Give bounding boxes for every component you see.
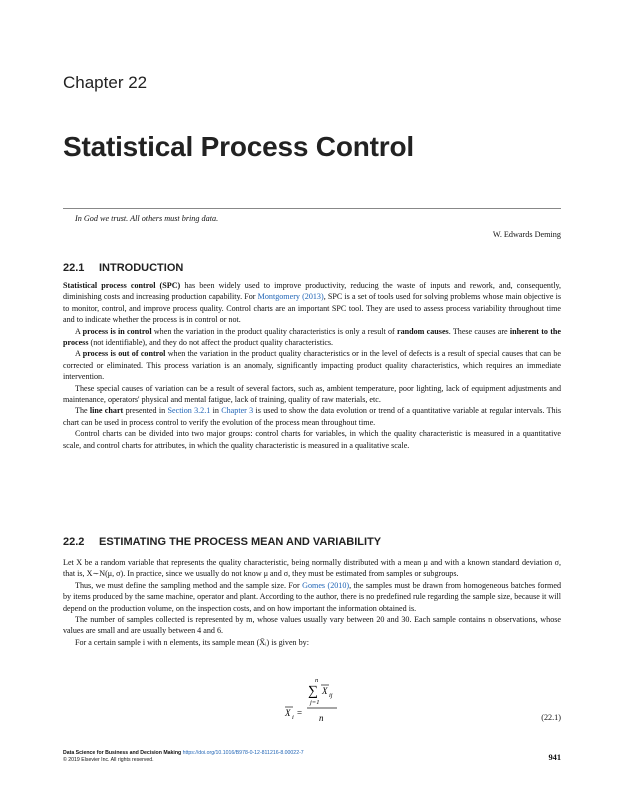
equation-22-1 — [63, 676, 561, 732]
paragraph: Thus, we must define the sampling method and the sample size. For Gomes (2010), the samples must be drawn from homogeneous batches formed by items produced by the same machine, operator and plant. According to the author, there is no predefined rule regarding the sample size, because it will depend on the production volume, on the inspection costs, and on how important the information obtained is. — [63, 580, 561, 613]
paragraph: A process is in control when the variation in the product quality characteristics is only a result of random causes. These causes are inherent to the process (not identifiable), and they do not affect the product quality characteristics. — [63, 326, 561, 348]
paragraph: Control charts can be divided into two major groups: control charts for variables, in which the quality characteristic is measured in a quantitative scale, and control charts for attributes, in which the quality characteristic is measured in a qualitative scale. — [63, 429, 561, 450]
paragraph: A process is out of control when the variation in the product quality characteristics or in the level of defects is a result of special causes that can be corrected or eliminated. This process variation is an anomaly, significantly impacting product quality characteristics, which requires an immediate intervention. — [63, 349, 562, 382]
copyright: © 2019 Elsevier Inc. All rights reserved. — [63, 757, 154, 763]
summation-icon: ∑ — [308, 684, 318, 699]
paragraph: These special causes of variation can be a result of several factors, such as, ambient temperature, poor lighting, lack of equipment adjustments and maintenance, operators' physical and mental fatigue, lack of training, quality of raw materials, etc. — [63, 383, 561, 405]
doi-link[interactable]: https://doi.org/10.1016/B978-0-12-811216-8.00022-7 — [182, 750, 304, 756]
sum-upper-limit: n — [315, 677, 319, 684]
paragraph: The number of samples collected is represented by m, whose values usually vary between 20 and 30. Each sample contains n observations, whose values are small and are usually between 4 and 6. — [63, 615, 561, 636]
estimating-body — [63, 557, 561, 648]
footer-citation — [63, 750, 304, 764]
section-number: 22.1 — [63, 262, 85, 274]
book-title: Data Science for Business and Decision Making — [63, 750, 182, 756]
citation-link[interactable]: Montgomery (2013) — [257, 292, 324, 302]
introduction-body — [63, 280, 561, 451]
section-number: 22.2 — [63, 536, 85, 548]
summand-subscript: ij — [329, 692, 333, 699]
epigraph-quote: In God we trust. All others must bring data. — [75, 214, 219, 223]
section-heading-introduction — [63, 262, 183, 274]
page-number: 941 — [548, 753, 561, 762]
equals-sign: = — [297, 708, 303, 718]
sum-lower-limit: j=1 — [310, 699, 320, 706]
epigraph-divider — [63, 208, 561, 209]
section-link[interactable]: Section 3.2.1 — [167, 406, 211, 416]
lhs-variable: X — [285, 708, 291, 718]
denominator: n — [319, 713, 324, 723]
paragraph: Let X be a random variable that represents the quality characteristic, being normally distributed with a mean μ and with a known standard deviation σ, that is, X∼N(μ, σ). In practice, since we usually do not know μ and σ, they must be estimated from samples or subgroups. — [63, 558, 561, 579]
paragraph: For a certain sample i with n elements, its sample mean (X̄ᵢ) is given by: — [75, 637, 309, 647]
section-title: ESTIMATING THE PROCESS MEAN AND VARIABILITY — [99, 536, 382, 548]
paragraph: The line chart presented in Section 3.2.1 in Chapter 3 is used to show the data evolution or trend of a quantitative variable at regular intervals. This chart can be used in process control to verify the evolution of the process mean throughout time. — [63, 406, 561, 427]
term-spc: Statistical process control (SPC) — [63, 281, 181, 290]
lhs-subscript: i — [292, 714, 294, 721]
section-title: INTRODUCTION — [99, 262, 184, 274]
equation-number: (22.1) — [541, 713, 561, 722]
citation-link[interactable]: Gomes (2010) — [302, 580, 350, 590]
chapter-link[interactable]: Chapter 3 — [221, 406, 254, 416]
equation-graphic — [63, 676, 561, 732]
chapter-title: Statistical Process Control — [63, 131, 414, 162]
section-heading-estimating — [63, 536, 381, 548]
paragraph: Statistical process control (SPC) has been widely used to improve productivity, reducing the waste of inputs and rework, and, consequently, diminishing costs and increasing production capability. For Montgomery (2013), SPC is a set of tools used for solving problems whose main objective is to monitor, control, and improve process quality. Control charts are an important SPC tool. They are used to assess process variability throughout time and to indicate whether the process is in control or not. — [63, 281, 562, 325]
chapter-label: Chapter 22 — [63, 73, 148, 92]
summand: X — [322, 686, 328, 696]
epigraph-author: W. Edwards Deming — [492, 230, 561, 239]
